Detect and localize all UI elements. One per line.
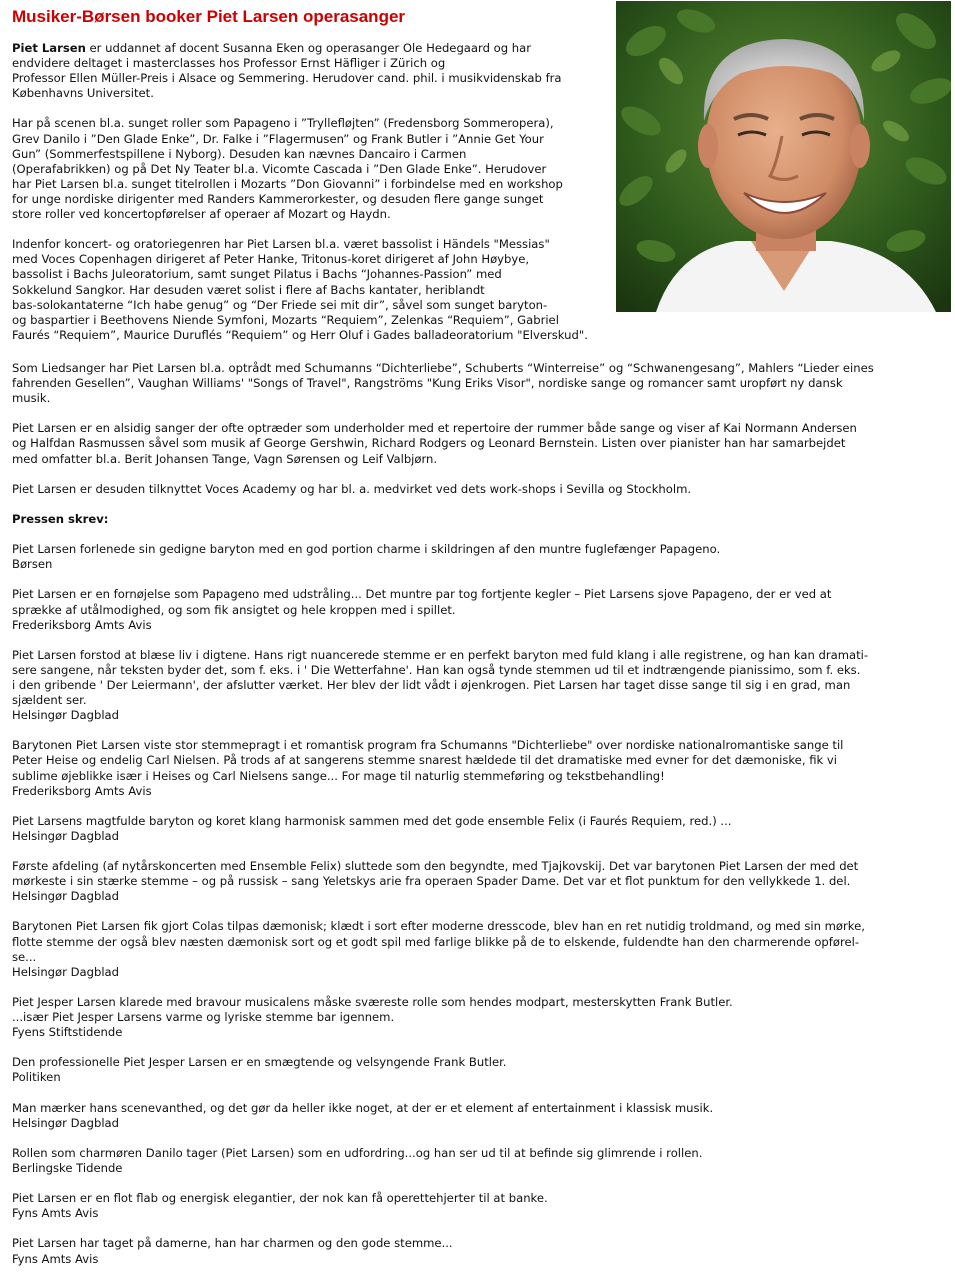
intro-section (12, 41, 620, 358)
press-quote (12, 1055, 944, 1085)
quote-text-line: Piet Larsen har taget på damerne, han har charmen og den gode stemme... (12, 1236, 453, 1251)
quote-text-line: Barytonen Piet Larsen fik gjort Colas tilpas dæmonisk; klædt i sort efter moderne dresscode, blev han en ret nutidig troldmand, og med sin mørke, (12, 919, 865, 934)
intro-paragraph-2 (12, 116, 620, 222)
text-line: bas-solokantaterne “Ich habe genug” og “Der Friede sei mit dir”, såvel som sunget baryton- (12, 297, 548, 312)
quote-text-line: Piet Jesper Larsen klarede med bravour musicalens måske sværeste rolle som hendes modpart, mesterskytten Frank Butler. (12, 994, 733, 1009)
quote-source: Fyns Amts Avis (12, 1206, 99, 1221)
quote-text-line: Den professionelle Piet Jesper Larsen er en smægtende og velsyngende Frank Butler. (12, 1055, 507, 1070)
text-line: med Voces Copenhagen dirigeret af Peter Hanke, Tritonus-koret dirigeret af John Høybye, (12, 252, 530, 267)
quote-text-line: i den gribende ' Der Leiermann', der afslutter værket. Her blev der lidt vådt i øjenkrogen. Piet Larsen har taget disse sange til sig i en grad, man (12, 677, 851, 692)
text-line: (Operafabrikken) og på Det Ny Teater bl.a. Vicomte Cascada i ”Den Glade Enke”. Herudover (12, 161, 547, 176)
press-quote (12, 648, 944, 723)
text-line: Grev Danilo i ”Den Glade Enke”, Dr. Falke i ”Flagermusen” og Frank Butler i ”Annie Get Your (12, 131, 544, 146)
text-line: fahrenden Gesellen”, Vaughan Williams' "Songs of Travel", Rangströms "Kung Eriks Visor", nordiske sange og romancer samt uropført ny dansk (12, 376, 843, 391)
lied-paragraph (12, 361, 944, 406)
text-line: med omfatter bl.a. Berit Johansen Tange, Vagn Sørensen og Leif Valbjørn. (12, 451, 438, 466)
press-heading: Pressen skrev: (12, 511, 109, 526)
text-line: er uddannet af docent Susanna Eken og operasanger Ole Hedegaard og har (85, 41, 531, 55)
quote-source: Politiken (12, 1070, 61, 1085)
quote-text-line: Piet Larsen er en flot flab og energisk elegantier, der nok kan få operettehjerter til at banke. (12, 1191, 548, 1206)
text-line: store roller ved koncertopførelser af operaer af Mozart og Haydn. (12, 207, 391, 222)
text-line: Indenfor koncert- og oratoriegenren har Piet Larsen bl.a. været bassolist i Händels "Messias" (12, 237, 550, 252)
text-line: for unge nordiske dirigenter med Randers Kammerorkester, og desuden flere gange sunget (12, 191, 544, 206)
artist-name: Piet Larsen (12, 41, 86, 55)
quote-source: Berlingske Tidende (12, 1160, 123, 1175)
quote-text-line: sjældent ser. (12, 693, 87, 708)
intro-paragraph-1 (12, 41, 620, 101)
quote-source: Helsingør Dagblad (12, 889, 120, 904)
quote-source: Helsingør Dagblad (12, 964, 120, 979)
quote-source: Fyens Stiftstidende (12, 1025, 123, 1040)
page-title: Musiker-Børsen booker Piet Larsen operasanger (12, 7, 406, 26)
quote-source: Fyns Amts Avis (12, 1251, 99, 1266)
press-quote (12, 1101, 944, 1131)
body-section (12, 361, 944, 1282)
quote-text-line: sprække af utålmodighed, og som fik ansigtet og hele kroppen med i spillet. (12, 602, 456, 617)
press-quotes (12, 542, 944, 1267)
text-line: bassolist i Bachs Juleoratorium, samt sunget Pilatus i Bachs “Johannes-Passion” med (12, 267, 502, 282)
text-line: Gun” (Sommerfestspillene i Nyborg). Desuden kan nævnes Dancairo i Carmen (12, 146, 467, 161)
text-line: endvidere deltaget i masterclasses hos Professor Ernst Häfliger i Zürich og (12, 56, 446, 71)
quote-text-line: sere sangene, når teksten byder det, som f. eks. i ' Die Wetterfahne'. Han kan også tynde stemmen ud til et indtrængende pianissimo, som f. eks. (12, 662, 861, 677)
text-line: Sokkelund Sangkor. Har desuden været solist i flere af Bachs kantater, heriblandt (12, 282, 485, 297)
press-quote (12, 919, 944, 979)
quote-text-line: Rollen som charmøren Danilo tager (Piet Larsen) som en udfordring...og han ser ud til at befinde sig glimrende i rollen. (12, 1145, 703, 1160)
text-line: Piet Larsen er en alsidig sanger der ofte optræder som underholder med et repertoire der rummer både sange og viser af Kai Normann Andersen (12, 421, 857, 436)
quote-text-line: sublime øjeblikke især i Heises og Carl Nielsens sange... For mage til naturlig stemmeføring og tekstbehandling! (12, 768, 665, 783)
press-quote (12, 814, 944, 844)
quote-source: Helsingør Dagblad (12, 708, 120, 723)
quote-text-line: Piet Larsen er en fornøjelse som Papageno med udstråling... Det muntre par tog fortjente kegler – Piet Larsens sjove Papageno, der er ved at (12, 587, 832, 602)
quote-source: Helsingør Dagblad (12, 1115, 120, 1130)
text-line: Københavns Universitet. (12, 86, 154, 101)
text-line: Professor Ellen Müller-Preis i Alsace og Semmering. Herudover cand. phil. i musikvidenskab fra (12, 71, 562, 86)
quote-text-line: flotte stemme der også blev næsten dæmonisk sort og et godt spil med farlige blikke på de to elskende, fuldendte han den charmerende opførel- (12, 934, 859, 949)
repertoire-paragraph (12, 421, 944, 466)
quote-source: Frederiksborg Amts Avis (12, 617, 152, 632)
quote-source: Frederiksborg Amts Avis (12, 783, 152, 798)
quote-text-line: Man mærker hans scenevanthed, og det gør da heller ikke noget, at der er et element af entertainment i klassisk musik. (12, 1100, 714, 1115)
quote-text-line: Peter Heise og endelig Carl Nielsen. På trods af at sangerens stemme snarest hældede til det dramatiske med evner for det dæmoniske, fik vi (12, 753, 837, 768)
text-line: har Piet Larsen bl.a. sunget titelrollen i Mozarts ”Don Giovanni” i forbindelse med en workshop (12, 176, 563, 191)
press-quote (12, 738, 944, 798)
portrait-photo (616, 1, 951, 312)
quote-text-line: mørkeste i sin stærke stemme – og på russisk – sang Yeletskys arie fra operaen Spader Dame. Det var et flot punktum for den vellykkede 1. del. (12, 874, 851, 889)
text-line: og Halfdan Rasmussen såvel som musik af George Gershwin, Richard Rodgers og Leonard Bernstein. Listen over pianister han har samarbejdet (12, 436, 846, 451)
text-line: og baspartier i Beethovens Niende Symfoni, Mozarts “Requiem”, Zelenkas “Requiem”, Gabriel (12, 312, 559, 327)
academy-paragraph: Piet Larsen er desuden tilknyttet Voces Academy og har bl. a. medvirket ved dets work-shops i Sevilla og Stockholm. (12, 481, 692, 496)
text-line: musik. (12, 391, 51, 406)
press-quote (12, 995, 944, 1040)
press-quote (12, 1146, 944, 1176)
press-quote (12, 1236, 944, 1266)
quote-text-line: Første afdeling (af nytårskoncerten med Ensemble Felix) sluttede som den begyndte, med Tjajkovskij. Det var barytonen Piet Larsen der med det (12, 859, 859, 874)
text-line: Har på scenen bl.a. sunget roller som Papageno i ”Tryllefløjten” (Fredensborg Sommeropera), (12, 116, 554, 131)
text-line: Som Liedsanger har Piet Larsen bl.a. optrådt med Schumanns “Dichterliebe”, Schuberts “Winterreise” og “Schwanengesang”, Mahlers “Lieder eines (12, 361, 874, 375)
quote-text-line: Barytonen Piet Larsen viste stor stemmepragt i et romantisk program fra Schumanns "Dichterliebe" over nordiske nationalromantiske sange til (12, 738, 844, 753)
quote-text-line: Piet Larsen forlenede sin gedigne baryton med en god portion charme i skildringen af den muntre fuglefænger Papageno. (12, 542, 721, 557)
intro-paragraph-3 (12, 237, 620, 343)
quote-text-line: ...især Piet Jesper Larsens varme og lyriske stemme bar igennem. (12, 1010, 395, 1025)
press-quote (12, 587, 944, 632)
text-line: Faurés “Requiem”, Maurice Duruflés “Requiem” og Herr Oluf i Gades balladeoratorium "Elverskud". (12, 327, 588, 342)
quote-text-line: Piet Larsen forstod at blæse liv i digtene. Hans rigt nuancerede stemme er en perfekt baryton med fuld klang i alle registrene, og han kan dramati- (12, 647, 869, 662)
portrait-photo-icon (616, 1, 951, 312)
quote-text-line: se... (12, 949, 37, 964)
press-quote (12, 542, 944, 572)
quote-source: Børsen (12, 557, 53, 572)
quote-text-line: Piet Larsens magtfulde baryton og koret klang harmonisk sammen med det gode ensemble Felix (i Faurés Requiem, red.) ... (12, 813, 732, 828)
press-quote (12, 1191, 944, 1221)
quote-source: Helsingør Dagblad (12, 828, 120, 843)
press-quote (12, 859, 944, 904)
